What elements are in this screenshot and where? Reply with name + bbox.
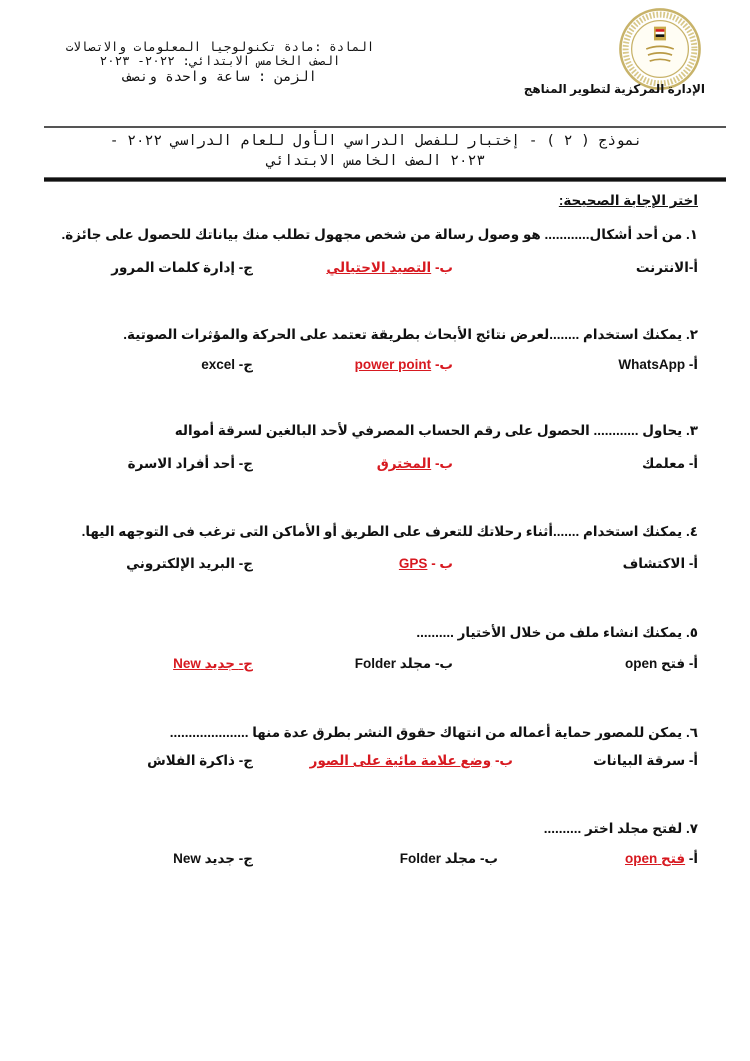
option-a[interactable] xyxy=(625,656,698,672)
grade-line: الصف الخامس الابتدائي: ٢٠٢٢- ٢٠٢٣ xyxy=(99,53,341,68)
question-6: ٦. يمكن للمصور حماية أعماله من انتهاك حقوق النشر بطرق عدة منها ..................... xyxy=(169,725,698,740)
option-text: excel xyxy=(201,357,235,372)
department-name: الإدارة المركزية لتطوير المناهج xyxy=(523,82,705,96)
logo-block xyxy=(585,6,735,92)
options-2 xyxy=(48,357,698,377)
option-label: ج- xyxy=(238,556,253,571)
option-text: معلمك xyxy=(641,456,686,471)
options-5 xyxy=(48,656,698,676)
options-1 xyxy=(48,260,698,280)
option-label: ج- xyxy=(238,357,253,372)
option-text: البريد الإلكتروني xyxy=(126,556,235,571)
option-label: ج- xyxy=(238,656,253,671)
options-6 xyxy=(48,753,698,773)
option-text: ذاكرة الفلاش xyxy=(147,753,235,768)
option-c[interactable] xyxy=(111,260,253,276)
option-b[interactable] xyxy=(400,851,498,867)
option-b-correct[interactable] xyxy=(377,456,453,472)
option-c[interactable] xyxy=(201,357,253,373)
option-text: وضع علامة مائية على الصور xyxy=(309,753,492,768)
option-text: التصيد الاحتيالي xyxy=(326,260,432,275)
option-b-correct[interactable] xyxy=(399,556,453,572)
option-b[interactable] xyxy=(355,656,453,672)
option-label: ج- xyxy=(238,851,253,866)
option-label: أ- xyxy=(688,357,698,372)
option-c-correct[interactable] xyxy=(173,656,253,672)
title-line-2: ٢٠٢٣ الصف الخامس الابتدائي xyxy=(266,153,486,169)
option-text: أحد أفراد الاسرة xyxy=(127,456,235,471)
option-label: ب- xyxy=(494,753,513,768)
option-text: فتح open xyxy=(625,851,686,866)
option-b-correct[interactable] xyxy=(355,357,453,373)
exam-meta xyxy=(20,40,420,86)
question-4: ٤. يمكنك استخدام .......أثناء رحلاتك للتعرف على الطريق أو الأماكن التى ترغب فى التوجهه اليها. xyxy=(81,524,698,539)
question-1: ١. من أحد أشكال............ هو وصول رسالة من شخص مجهول تطلب منك بياناتك للحصول على جائزة. xyxy=(61,227,698,242)
option-c[interactable] xyxy=(128,456,253,472)
option-b-correct[interactable] xyxy=(310,753,513,769)
option-label: أ- xyxy=(688,851,698,866)
option-a[interactable] xyxy=(593,753,698,769)
option-text: جديد New xyxy=(173,851,235,866)
title-line-1: نموذج ( ٢ ) - إختبار للفصل الدراسي الأول للعام الدراسي ٢٠٢٢ - xyxy=(109,133,643,149)
option-text: مجلد Folder xyxy=(399,851,477,866)
option-text: power point xyxy=(354,357,432,372)
option-label: ج- xyxy=(238,260,253,275)
option-label: ب- xyxy=(479,851,498,866)
option-label: ج- xyxy=(238,753,253,768)
options-4 xyxy=(48,556,698,576)
option-label: أ- xyxy=(688,456,698,471)
option-label: ب- xyxy=(434,656,453,671)
option-text: المخترق xyxy=(376,456,432,471)
question-7: ٧. لفتح مجلد اختر .......... xyxy=(543,821,698,836)
option-a[interactable] xyxy=(618,357,698,373)
option-label: أ- xyxy=(688,656,698,671)
option-label: ب- xyxy=(434,260,453,275)
exam-title xyxy=(40,131,712,171)
option-text: مجلد Folder xyxy=(354,656,432,671)
option-label: أ- xyxy=(688,556,698,571)
instruction: اختر الإجابة الصحيحة: xyxy=(558,193,698,208)
option-label: أ- xyxy=(688,753,698,768)
options-3 xyxy=(48,456,698,476)
option-label: ب - xyxy=(431,556,453,571)
option-text: فتح open xyxy=(625,656,686,671)
question-2: ٢. يمكنك استخدام ........لعرض نتائج الأبحاث بطريقة تعتمد على الحركة والمؤثرات الصوتية. xyxy=(123,327,698,342)
divider-bottom xyxy=(44,177,726,182)
option-c[interactable] xyxy=(147,753,253,769)
time-line: الزمن : ساعة واحدة ونصف xyxy=(123,69,317,85)
option-text: الانترنت xyxy=(635,260,689,275)
option-text: جديد New xyxy=(173,656,235,671)
option-text: إدارة كلمات المرور xyxy=(111,260,235,275)
option-text: الاكتشاف xyxy=(622,556,686,571)
option-a[interactable] xyxy=(636,260,698,276)
subject-line: المادة :مادة تكنولوجيا المعلومات والاتصالات xyxy=(65,39,375,54)
option-c[interactable] xyxy=(173,851,253,867)
question-5: ٥. يمكنك انشاء ملف من خلال الأختيار .......... xyxy=(416,625,698,640)
option-label: ج- xyxy=(238,456,253,471)
option-b-correct[interactable] xyxy=(326,260,453,276)
option-a[interactable] xyxy=(642,456,698,472)
option-label: ب- xyxy=(434,456,453,471)
options-7 xyxy=(48,851,698,871)
option-a-correct[interactable] xyxy=(625,851,698,867)
option-a[interactable] xyxy=(623,556,698,572)
option-label: أ- xyxy=(688,260,698,275)
option-text: WhatsApp xyxy=(618,357,686,372)
option-text: GPS xyxy=(398,556,428,571)
divider-top xyxy=(44,126,726,128)
option-c[interactable] xyxy=(126,556,253,572)
ministry-seal-icon xyxy=(617,6,703,92)
option-label: ب- xyxy=(434,357,453,372)
option-text: سرقة البيانات xyxy=(593,753,686,768)
question-3: ٣. يحاول ............ الحصول على رقم الحساب المصرفي لأحد البالغين لسرقة أمواله xyxy=(174,423,698,438)
